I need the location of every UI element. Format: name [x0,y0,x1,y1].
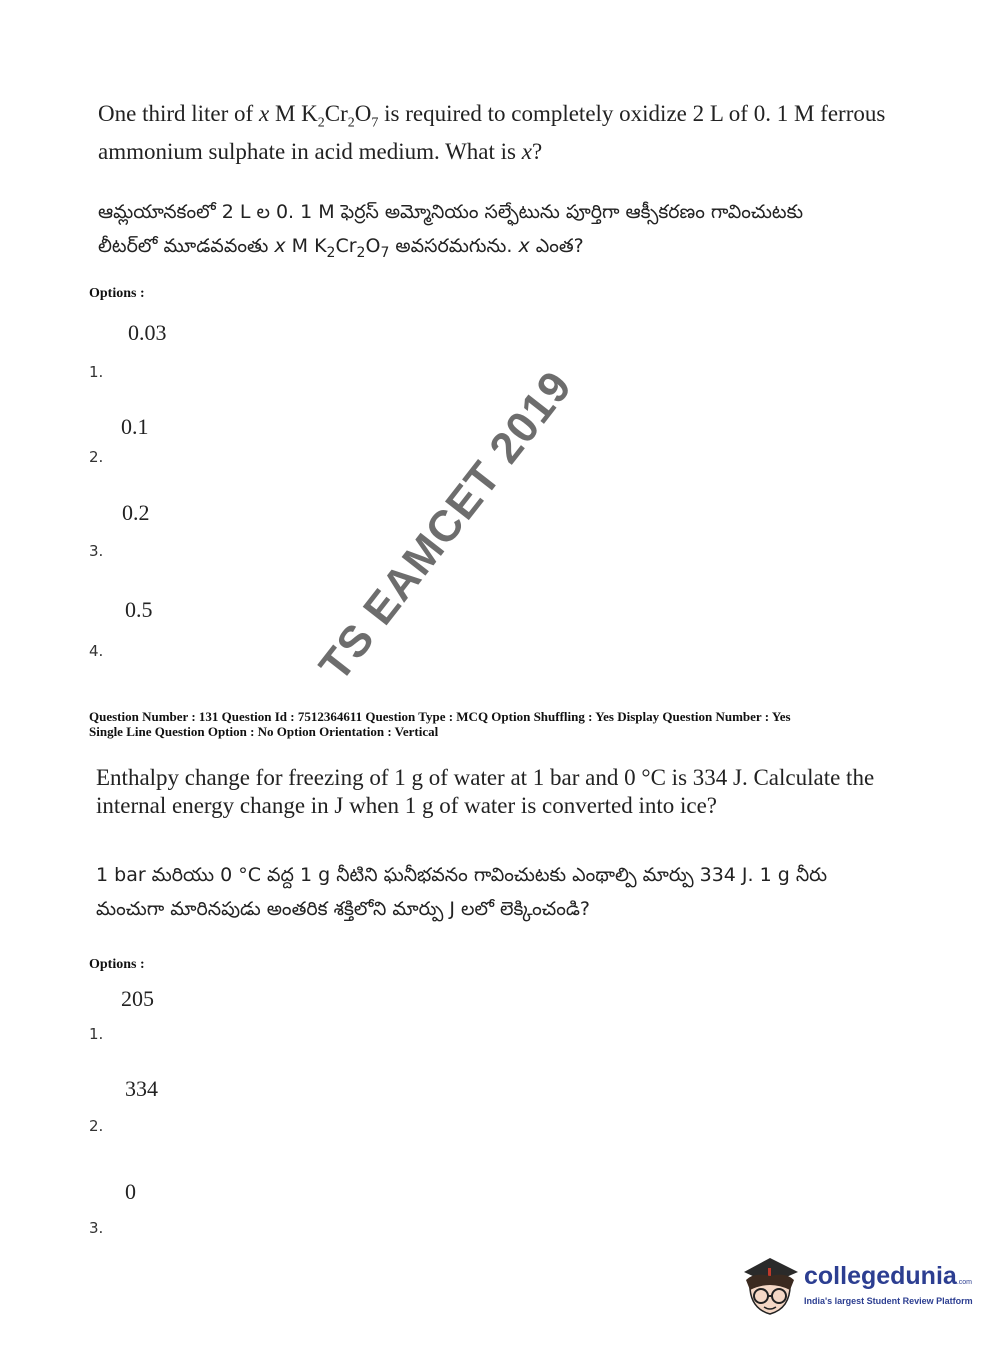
question-2-telugu-text: 1 bar మరియు 0 °C వద్ద 1 g నీటిని ఘనీభవనం గావించుటకు ఎంథాల్పి మార్పు 334 J. 1 g నీరు మంచుగా మారినపుడు అంతరిక శక్తిలోని మార్పు J లలో లెక్కించండి? [96,864,828,920]
question-meta-line-2: Single Line Question Option : No Option Orientation : Vertical [89,724,439,739]
logo-suffix: .com [956,1279,972,1286]
option-value: 334 [125,1076,158,1101]
option-value: 0 [125,1179,136,1204]
question-1-text: One third liter of x M $K_2Cr_2O_7$ is required to completely oxidize 2 L of 0. 1 M ferrous ammonium sulphate in acid medium. What is x? [98,101,886,164]
watermark: TS EAMCET 2019 [310,361,582,691]
option-number: 1. [89,363,104,381]
option-number: 3. [89,1219,104,1237]
question-meta-line-1: Question Number : 131 Question Id : 7512364611 Question Type : MCQ Option Shuffling : Yes Display Question Number : Yes [89,709,791,724]
option-value: 0.1 [121,414,149,439]
option-value: 0.2 [122,500,150,525]
option-number: 3. [89,542,104,560]
option-value: 0.5 [125,597,153,622]
options-label: Options : [89,957,145,972]
option-number: 4. [89,642,104,660]
options-label: Options : [89,286,145,301]
question-2-text: Enthalpy change for freezing of 1 g of water at 1 bar and 0 °C is 334 J. Calculate the internal energy change in J when 1 g of water is converted into ice? [96,765,875,818]
logo-tagline: India's largest Student Review Platform [804,1296,973,1306]
option-number: 1. [89,1025,104,1043]
logo-name: collegedunia [804,1262,957,1290]
mascot-icon [740,1250,802,1320]
option-number: 2. [89,448,104,466]
collegedunia-logo [740,1250,975,1322]
question-1-telugu-text: ఆమ్లయానకంలో 2 L ల 0. 1 M ఫెర్రస్ అమ్మోనియం సల్ఫేటును పూర్తిగా ఆక్సీకరణం గావించుటకు లీటర్‌లో మూడవవంతు x M $K_2Cr_2O_7$ అవసరమగును. x ఎంత? [98,201,804,261]
option-number: 2. [89,1117,104,1135]
option-value: 0.03 [128,320,167,345]
option-value: 205 [121,986,154,1011]
